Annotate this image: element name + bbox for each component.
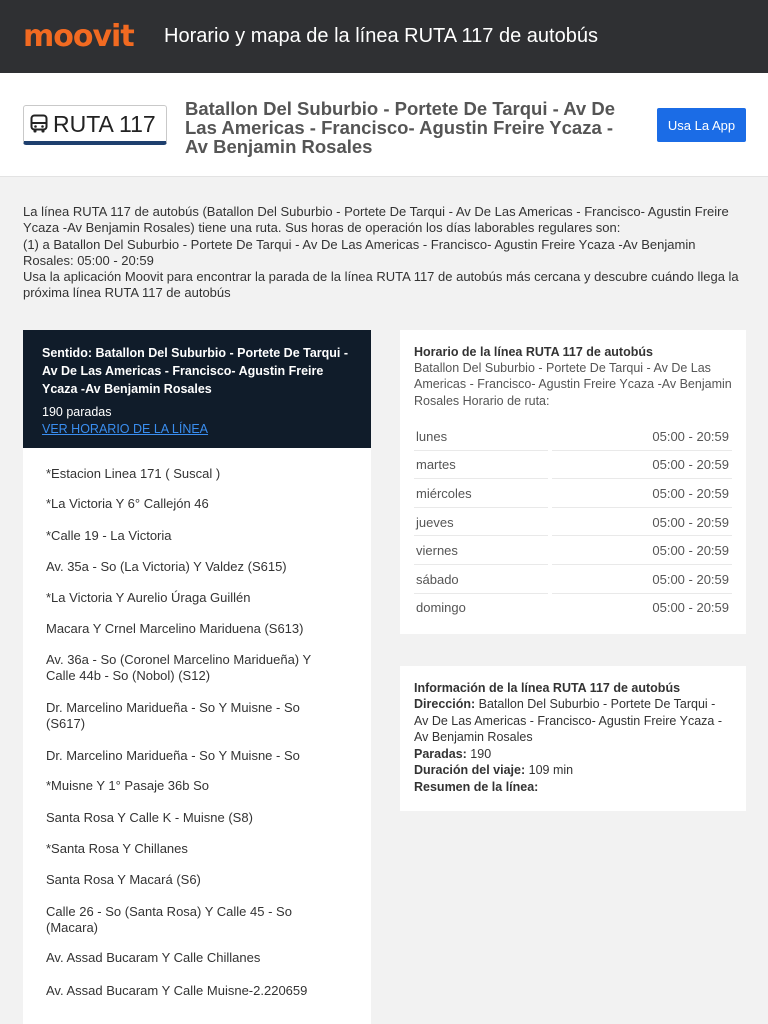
info-title: Información de la línea RUTA 117 de autobús [414,681,681,695]
info-duration [414,762,732,779]
hours-time: 05:00 - 20:59 [652,428,729,444]
hours-day: lunes [416,428,448,444]
line-header [0,73,768,177]
list-item[interactable]: Santa Rosa Y Macará (S6) [46,872,201,887]
list-item[interactable]: Av. Assad Bucaram Y Calle Muisne-2.220659 [46,983,308,998]
info-stops [414,746,732,763]
list-item[interactable]: *Estacion Linea 171 ( Suscal ) [46,466,221,481]
intro-paragraph-1: La línea RUTA 117 de autobús (Batallon Del Suburbio - Portete De Tarqui - Av De Las Americas - Francisco- Agustin Freire Ycaza -Av Benjamin Rosales) tiene una ruta. Sus horas de operación los días laborables regulares son: [23,204,729,236]
list-item[interactable]: *La Victoria Y Aurelio Úraga Guillén [46,590,251,605]
info-direction-value: Batallon Del Suburbio - Portete De Tarqui - Av De Las Americas - Francisco- Agustin Freire Ycaza -Av Benjamin Rosales [414,697,722,744]
table-row [414,479,732,508]
direction-stops-count: 190 paradas [42,405,112,419]
list-item[interactable]: *Santa Rosa Y Chillanes [46,841,188,856]
page-title: Horario y mapa de la línea RUTA 117 de autobús [164,25,598,47]
use-app-button[interactable]: Usa La App [657,108,746,142]
info-summary-label: Resumen de la línea: [414,779,539,794]
list-item[interactable]: *La Victoria Y 6° Callejón 46 [46,496,209,511]
info-direction-label: Dirección: [414,697,476,711]
direction-title: Sentido: Batallon Del Suburbio - Portete De Tarqui - Av De Las Americas - Francisco- Agustin Freire Ycaza -Av Benjamin Rosales [42,346,349,396]
hours-time: 05:00 - 20:59 [652,600,729,616]
intro-paragraph-2: (1) a Batallon Del Suburbio - Portete De Tarqui - Av De Las Americas - Francisco- Agustin Freire Ycaza -Av Benjamin Rosales: 05:00 - 20:59 [23,236,696,268]
info-duration-label: Duración del viaje: [414,763,526,777]
intro-paragraph-3: Usa la aplicación Moovit para encontrar la parada de la línea RUTA 117 de autobús más cercana y descubre cuándo llega la próxima línea RUTA 117 de autobús [23,269,739,301]
route-badge [23,105,167,145]
info-summary [414,779,732,796]
list-item[interactable]: Av. Assad Bucaram Y Calle Chillanes [46,950,261,965]
list-item[interactable]: Santa Rosa Y Calle K - Muisne (S8) [46,810,253,825]
hours-time: 05:00 - 20:59 [652,457,729,473]
schedule-title: Horario de la línea RUTA 117 de autobús [414,345,653,359]
schedule-card [400,330,746,634]
top-bar [0,0,768,73]
list-item[interactable]: *Calle 19 - La Victoria [46,528,172,543]
list-item[interactable]: Dr. Marcelino Maridueña - So Y Muisne - So (S617) [46,700,300,732]
hours-day: miércoles [416,485,472,501]
line-name: Batallon Del Suburbio - Portete De Tarqui - Av De Las Americas - Francisco- Agustin Freire Ycaza - Av Benjamin Rosales [185,98,615,157]
list-item[interactable]: *Muisne Y 1° Pasaje 36b So [46,778,209,793]
list-item[interactable]: Dr. Marcelino Maridueña - So Y Muisne - So [46,748,300,763]
list-item[interactable]: Av. 36a - So (Coronel Marcelino Maridueña) Y Calle 44b - So (Nobol) (S12) [46,652,311,684]
list-item[interactable]: Calle 26 - So (Santa Rosa) Y Calle 45 - So (Macara) [46,904,292,936]
route-name: RUTA 117 [53,110,156,137]
info-stops-value: 190 [470,746,492,761]
intro-text [23,204,748,302]
table-row [414,565,732,594]
hours-day: viernes [416,543,458,559]
info-duration-value: 109 min [528,763,574,777]
table-row [414,508,732,537]
table-row [414,536,732,565]
hours-day: domingo [416,600,466,616]
hours-time: 05:00 - 20:59 [652,571,729,587]
hours-day: jueves [416,514,454,530]
direction-card [23,330,371,448]
hours-day: sábado [416,571,459,587]
line-info-card [400,666,746,811]
table-row [414,451,732,480]
moovit-logo[interactable]: moovit [23,19,134,54]
table-row [414,422,732,451]
schedule-subtitle: Batallon Del Suburbio - Portete De Tarqui - Av De Las Americas - Francisco- Agustin Freire Ycaza -Av Benjamin Rosales Horario de ruta: [414,361,732,408]
hours-time: 05:00 - 20:59 [652,543,729,559]
list-item[interactable]: Macara Y Crnel Marcelino Mariduena (S613) [46,621,304,636]
info-stops-label: Paradas: [414,746,467,761]
table-row [414,594,732,623]
hours-time: 05:00 - 20:59 [652,514,729,530]
list-item[interactable]: Av. 35a - So (La Victoria) Y Valdez (S615) [46,559,287,574]
hours-time: 05:00 - 20:59 [652,485,729,501]
hours-table [414,422,732,622]
hours-day: martes [416,457,456,473]
bus-icon [30,114,48,134]
stops-list [23,448,371,1024]
info-direction [414,696,732,746]
view-schedule-link[interactable]: VER HORARIO DE LA LÍNEA [42,422,209,436]
